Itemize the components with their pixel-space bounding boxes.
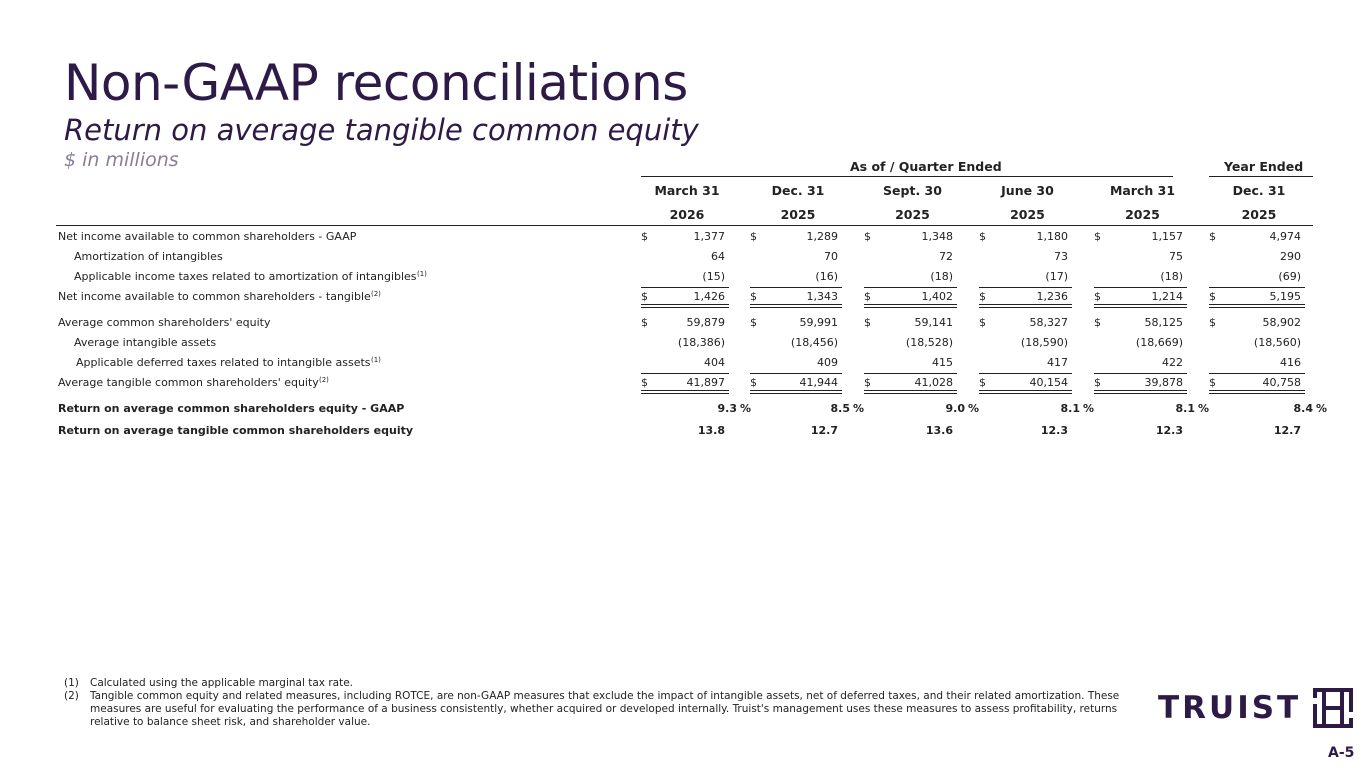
currency-symbol: $: [641, 376, 648, 389]
percent-symbol: %: [1083, 402, 1095, 415]
logo-text: TRUIST: [1158, 690, 1302, 726]
percent-symbol: %: [740, 402, 752, 415]
table-cell: 8.5: [830, 402, 850, 415]
footnote-ref: (1): [371, 356, 381, 364]
currency-symbol: $: [979, 230, 986, 243]
column-header-month: Sept. 30: [883, 183, 942, 198]
subtotal-rule: [979, 287, 1072, 288]
header-rule: [641, 176, 1173, 177]
total-double-rule: [979, 393, 1072, 394]
table-cell: 8.1: [1060, 402, 1080, 415]
row-label: Net income available to common shareholders - GAAP: [58, 230, 357, 243]
total-double-rule: [979, 304, 1072, 305]
total-double-rule: [750, 304, 842, 305]
units-label: $ in millions: [64, 149, 179, 171]
table-cell: 58,902: [1262, 316, 1301, 329]
row-label: Amortization of intangibles: [74, 250, 223, 263]
subtotal-rule: [864, 373, 957, 374]
currency-symbol: $: [1209, 230, 1216, 243]
row-label: Average intangible assets: [74, 336, 217, 349]
table-cell: 12.3: [1155, 424, 1183, 437]
table-cell: 1,180: [1036, 230, 1068, 243]
total-double-rule: [864, 393, 957, 394]
table-cell: (18,528): [905, 336, 953, 349]
footnote-text: Calculated using the applicable marginal tax rate.: [90, 677, 353, 689]
table-cell: 416: [1280, 356, 1301, 369]
table-cell: 8.1: [1175, 402, 1195, 415]
footnote-number: (2): [64, 690, 79, 702]
total-double-rule: [1094, 390, 1187, 391]
table-cell: 73: [1054, 250, 1068, 263]
currency-symbol: $: [750, 316, 757, 329]
footnote-ref: (2): [319, 376, 329, 384]
table-cell: (18,590): [1020, 336, 1068, 349]
table-cell: 41,944: [799, 376, 838, 389]
table-cell: 4,974: [1269, 230, 1301, 243]
subtotal-rule: [979, 373, 1072, 374]
total-double-rule: [1209, 304, 1305, 305]
footnote-ref: (1): [417, 270, 427, 278]
table-cell: 39,878: [1144, 376, 1183, 389]
total-double-rule: [1094, 304, 1187, 305]
table-cell: 1,348: [921, 230, 953, 243]
percent-symbol: %: [1316, 402, 1328, 415]
currency-symbol: $: [979, 290, 986, 303]
subtotal-rule: [641, 373, 729, 374]
table-cell: (18): [1160, 270, 1183, 283]
total-double-rule: [1209, 393, 1305, 394]
column-header-month: Dec. 31: [1232, 183, 1286, 198]
currency-symbol: $: [1209, 376, 1216, 389]
column-header-year: 2025: [1125, 207, 1160, 222]
table-cell: 12.3: [1040, 424, 1068, 437]
row-label: Applicable income taxes related to amortization of intangibles: [74, 270, 417, 283]
table-cell: (18,560): [1253, 336, 1301, 349]
column-header-month: March 31: [1109, 183, 1176, 198]
column-header-year: 2025: [1241, 207, 1277, 222]
currency-symbol: $: [750, 290, 757, 303]
percent-symbol: %: [853, 402, 865, 415]
total-double-rule: [641, 304, 729, 305]
column-header-year: 2025: [1010, 207, 1045, 222]
subtotal-rule: [1094, 287, 1187, 288]
table-cell: 59,991: [799, 316, 838, 329]
total-double-rule: [864, 390, 957, 391]
total-double-rule: [864, 307, 957, 308]
currency-symbol: $: [1209, 316, 1216, 329]
total-double-rule: [1209, 307, 1305, 308]
total-double-rule: [1094, 393, 1187, 394]
currency-symbol: $: [641, 230, 648, 243]
currency-symbol: $: [979, 316, 986, 329]
subtotal-rule: [641, 287, 729, 288]
table-cell: (15): [702, 270, 725, 283]
table-cell: 9.0: [945, 402, 965, 415]
subtotal-rule: [1209, 373, 1305, 374]
currency-symbol: $: [864, 290, 871, 303]
row-label: Average tangible common shareholders' equity: [58, 376, 319, 389]
total-double-rule: [641, 307, 729, 308]
table-cell: 1,402: [921, 290, 953, 303]
column-header-month: March 31: [654, 183, 720, 198]
table-cell: (17): [1045, 270, 1068, 283]
currency-symbol: $: [1094, 316, 1101, 329]
header-bottom-rule: [56, 225, 1313, 226]
row-label: Return on average tangible common shareholders equity: [58, 424, 414, 437]
total-double-rule: [750, 393, 842, 394]
currency-symbol: $: [864, 230, 871, 243]
page-number: A-5: [1328, 745, 1355, 761]
table-cell: (18,456): [790, 336, 838, 349]
table-cell: 72: [939, 250, 953, 263]
table-cell: 59,879: [686, 316, 725, 329]
table-cell: 40,758: [1262, 376, 1301, 389]
table-cell: 409: [817, 356, 838, 369]
total-double-rule: [750, 390, 842, 391]
total-double-rule: [750, 307, 842, 308]
percent-symbol: %: [1198, 402, 1210, 415]
header-rule: [1209, 176, 1313, 177]
total-double-rule: [864, 304, 957, 305]
table-cell: 1,157: [1151, 230, 1183, 243]
footnote-ref: (2): [371, 290, 381, 298]
table-cell: 1,236: [1036, 290, 1068, 303]
column-header-month: Dec. 31: [771, 183, 825, 198]
table-cell: 58,327: [1029, 316, 1068, 329]
page-subtitle: Return on average tangible common equity: [64, 113, 699, 147]
table-cell: 13.8: [697, 424, 725, 437]
row-label: Net income available to common shareholders - tangible: [58, 290, 371, 303]
column-header-month: June 30: [1001, 183, 1054, 198]
table-cell: 59,141: [914, 316, 953, 329]
truist-mark-icon: [1313, 688, 1353, 728]
table-cell: 41,028: [914, 376, 953, 389]
table-cell: (18,386): [677, 336, 725, 349]
percent-symbol: %: [968, 402, 980, 415]
footnote-number: (1): [64, 677, 79, 689]
table-cell: 415: [932, 356, 953, 369]
currency-symbol: $: [864, 376, 871, 389]
table-cell: 1,343: [806, 290, 838, 303]
total-double-rule: [979, 390, 1072, 391]
total-double-rule: [641, 393, 729, 394]
table-cell: 1,377: [693, 230, 725, 243]
currency-symbol: $: [1094, 290, 1101, 303]
table-cell: (16): [815, 270, 838, 283]
subtotal-rule: [750, 373, 842, 374]
total-double-rule: [641, 390, 729, 391]
table-cell: 1,214: [1151, 290, 1183, 303]
page-title: Non-GAAP reconciliations: [64, 54, 688, 112]
truist-logo: [1158, 688, 1353, 728]
currency-symbol: $: [750, 230, 757, 243]
table-cell: 1,289: [806, 230, 838, 243]
row-label: Average common shareholders' equity: [58, 316, 271, 329]
currency-symbol: $: [1209, 290, 1216, 303]
currency-symbol: $: [641, 290, 648, 303]
table-cell: (18): [930, 270, 953, 283]
table-cell: (69): [1278, 270, 1301, 283]
total-double-rule: [1094, 307, 1187, 308]
table-cell: (18,669): [1135, 336, 1183, 349]
table-cell: 70: [824, 250, 838, 263]
column-header-year: 2026: [669, 207, 705, 222]
subtotal-rule: [1209, 287, 1305, 288]
table-cell: 12.7: [810, 424, 838, 437]
row-label: Return on average common shareholders equity - GAAP: [58, 402, 405, 415]
group-header-year: Year Ended: [1224, 159, 1304, 174]
currency-symbol: $: [750, 376, 757, 389]
row-label: Applicable deferred taxes related to intangible assets: [76, 356, 371, 369]
table-cell: 13.6: [925, 424, 953, 437]
total-double-rule: [1209, 390, 1305, 391]
currency-symbol: $: [1094, 230, 1101, 243]
table-cell: 41,897: [686, 376, 725, 389]
table-cell: 64: [711, 250, 725, 263]
table-cell: 422: [1162, 356, 1183, 369]
currency-symbol: $: [864, 316, 871, 329]
footnote-text: Tangible common equity and related measures, including ROTCE, are non-GAAP measures that exclude the impact of intangible assets, net of deferred taxes, and their related amortization. These measures are useful for evaluating the performance of a business consistently, whether acquired or developed internally. Truist's management uses these measures to assess profitability, returns relative to balance sheet risk, and shareholder value.: [90, 690, 1120, 728]
currency-symbol: $: [1094, 376, 1101, 389]
subtotal-rule: [864, 287, 957, 288]
total-double-rule: [979, 307, 1072, 308]
table-cell: 417: [1047, 356, 1068, 369]
column-header-year: 2025: [895, 207, 930, 222]
table-cell: 8.4: [1293, 402, 1313, 415]
table-cell: 404: [704, 356, 725, 369]
table-cell: 40,154: [1029, 376, 1068, 389]
subtotal-rule: [750, 287, 842, 288]
table-cell: 290: [1280, 250, 1301, 263]
column-header-year: 2025: [780, 207, 816, 222]
table-cell: 12.7: [1273, 424, 1301, 437]
table-cell: 58,125: [1144, 316, 1183, 329]
currency-symbol: $: [979, 376, 986, 389]
currency-symbol: $: [641, 316, 648, 329]
table-cell: 1,426: [693, 290, 725, 303]
table-cell: 9.3: [717, 402, 737, 415]
subtotal-rule: [1094, 373, 1187, 374]
group-header-quarter: As of / Quarter Ended: [850, 159, 1002, 174]
table-cell: 75: [1169, 250, 1183, 263]
table-cell: 5,195: [1269, 290, 1301, 303]
